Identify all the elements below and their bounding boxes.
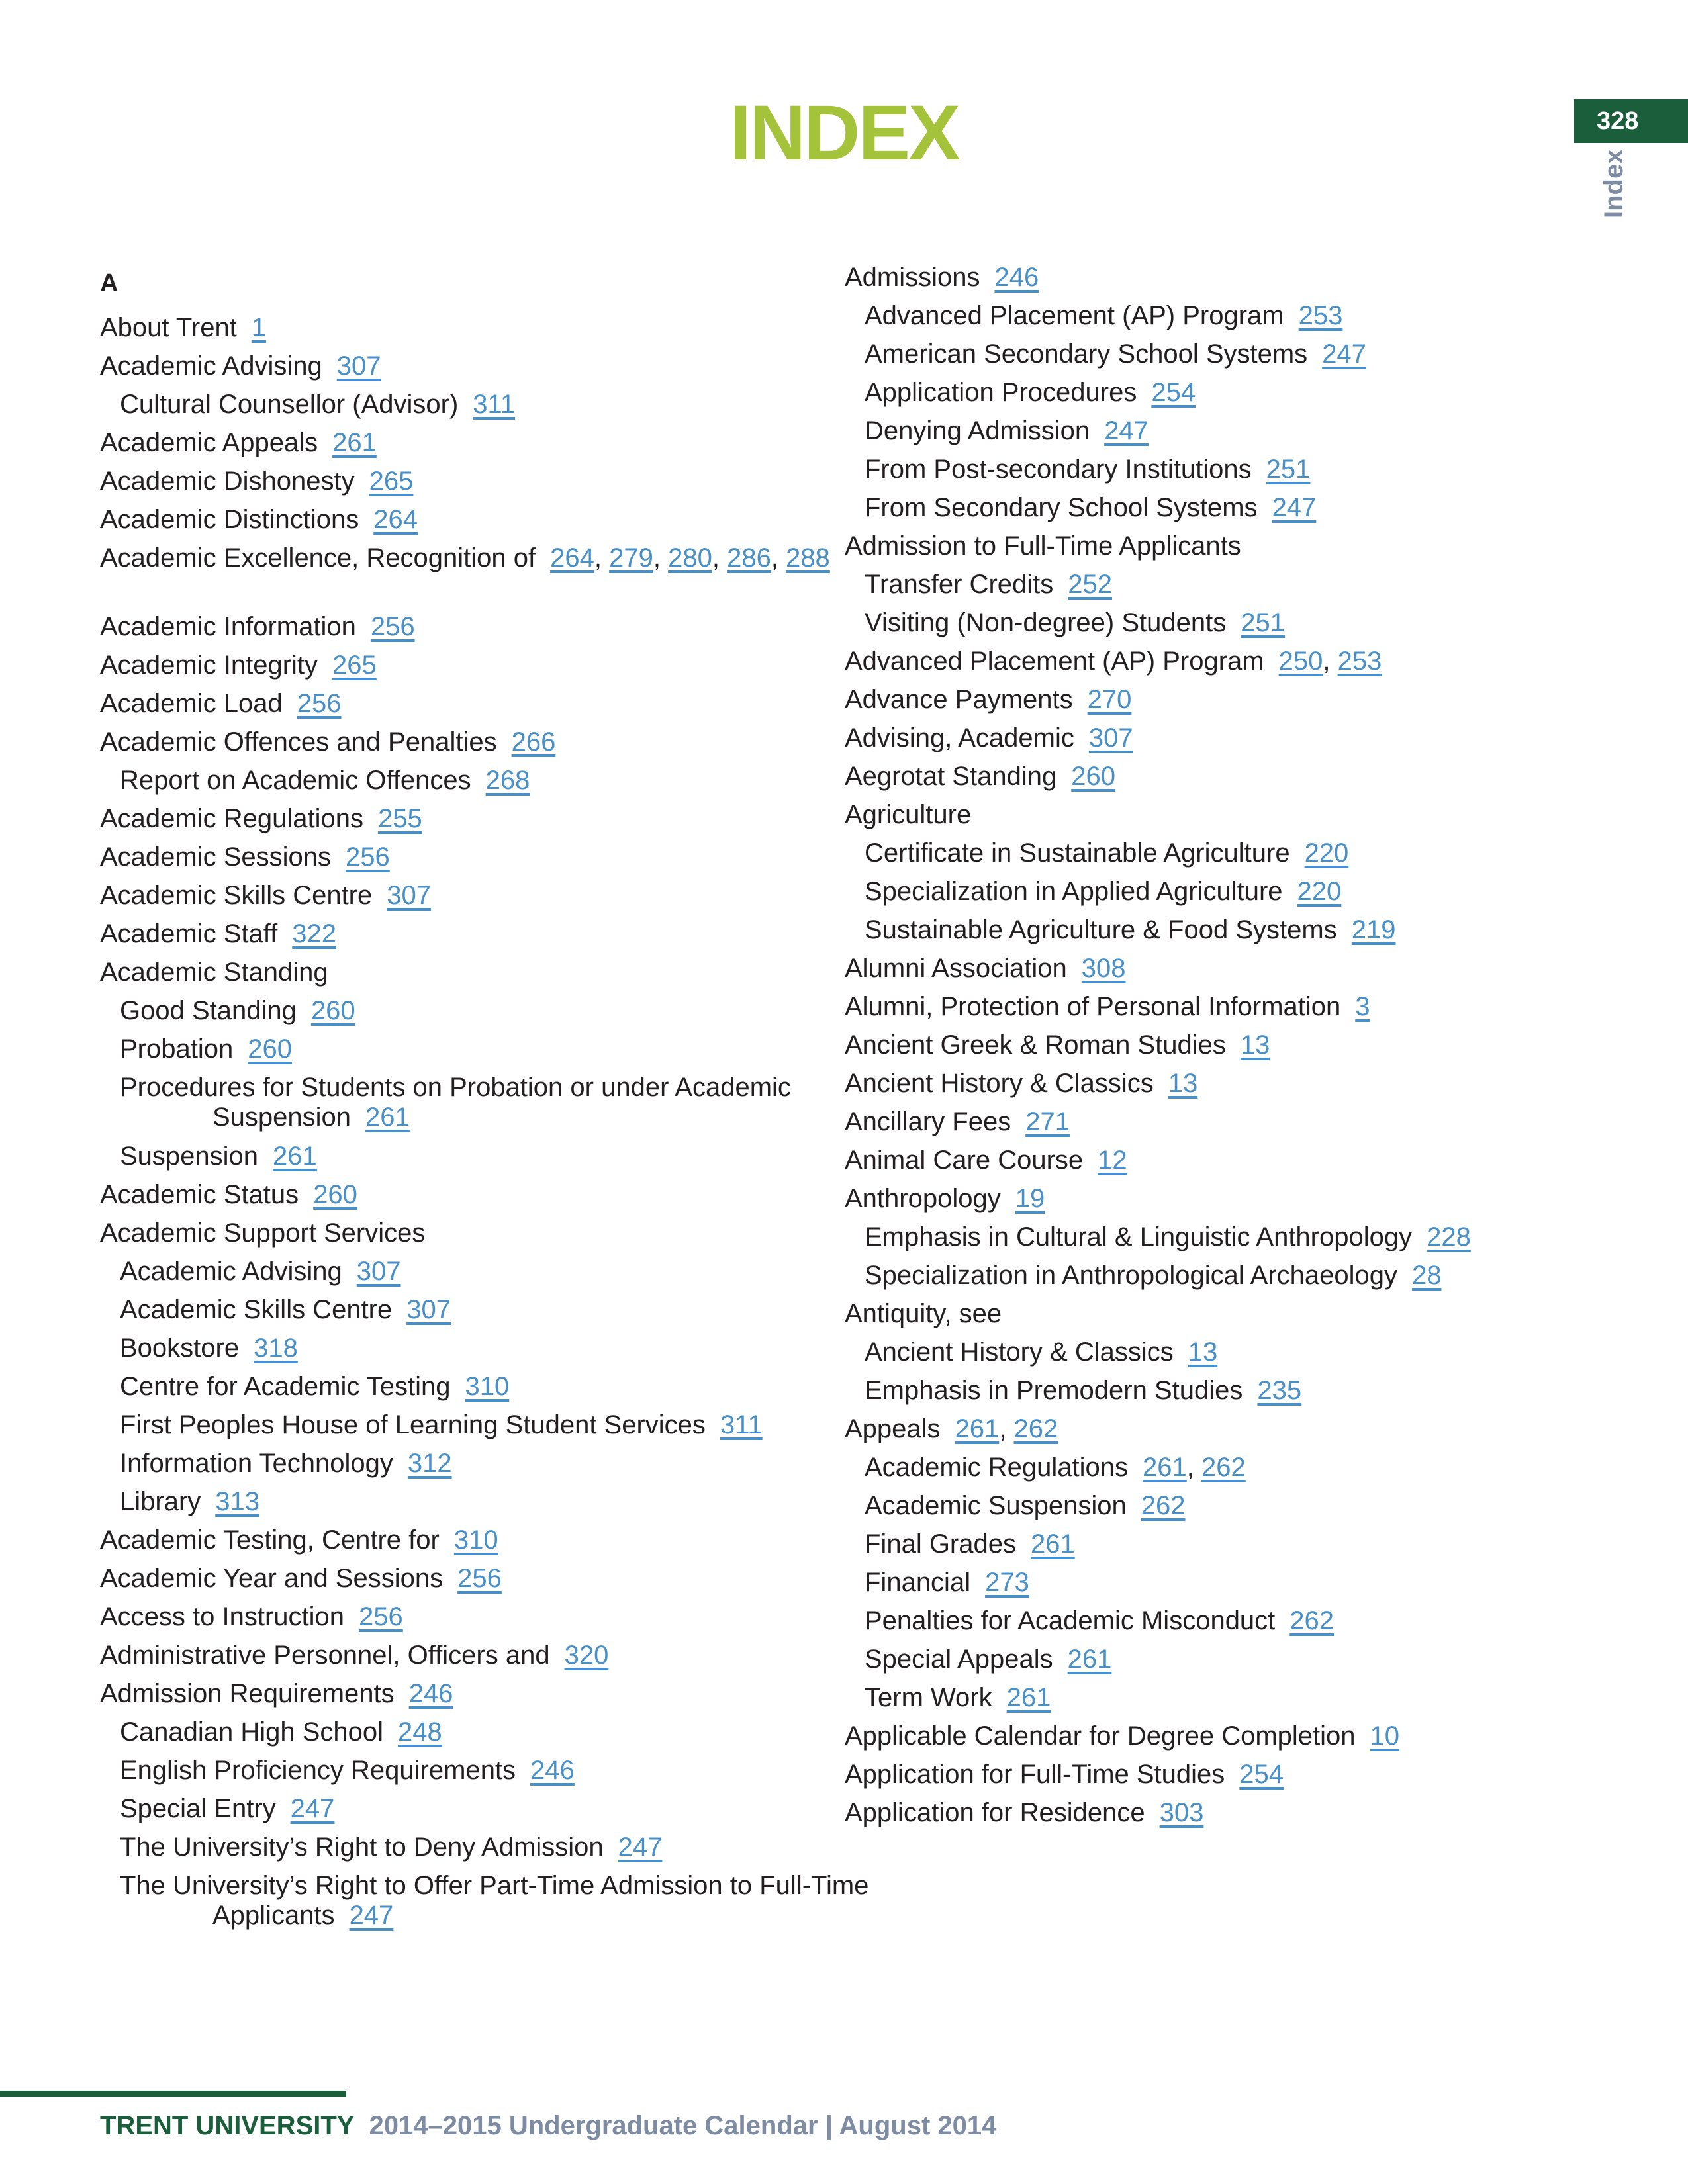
index-entry bbox=[845, 796, 1626, 834]
page-link[interactable]: 261 bbox=[273, 1142, 317, 1171]
index-term: Academic Suspension bbox=[865, 1491, 1127, 1520]
index-entry bbox=[845, 987, 1626, 1026]
index-term: Transfer Credits bbox=[865, 570, 1054, 599]
page-link[interactable]: 264 bbox=[550, 543, 594, 572]
index-term: Aegrotat Standing bbox=[845, 762, 1057, 791]
index-subentry: Academic Regulations 261, 262 bbox=[865, 1453, 1246, 1482]
index-term: Anthropology bbox=[845, 1184, 1001, 1213]
index-entry bbox=[100, 1674, 881, 1713]
page-link[interactable]: 318 bbox=[254, 1334, 298, 1363]
index-subentry bbox=[845, 488, 1626, 527]
index-term: Academic Year and Sessions bbox=[100, 1564, 444, 1593]
index-entry bbox=[100, 723, 881, 761]
page-link[interactable]: 303 bbox=[1159, 1798, 1204, 1827]
page-link[interactable]: 307 bbox=[387, 881, 431, 910]
index-subentry bbox=[100, 1444, 881, 1482]
index-entry: Advanced Placement (AP) Program 250, 253 bbox=[845, 647, 1382, 676]
index-term: Academic Distinctions bbox=[100, 505, 359, 534]
index-term: Academic Skills Centre bbox=[100, 881, 373, 910]
page-link[interactable]: 307 bbox=[406, 1295, 451, 1324]
index-term: Application for Full-Time Studies bbox=[845, 1760, 1225, 1789]
index-term: Application Procedures bbox=[865, 378, 1137, 407]
page-link[interactable]: 13 bbox=[1240, 1030, 1270, 1060]
index-subentry bbox=[845, 604, 1626, 642]
page-link[interactable]: 252 bbox=[1068, 570, 1113, 599]
page-link[interactable]: 288 bbox=[786, 543, 830, 572]
index-term: Academic Sessions bbox=[100, 842, 332, 872]
index-letter-heading: A bbox=[100, 269, 118, 297]
page-link[interactable]: 253 bbox=[1337, 647, 1382, 676]
index-term: Academic Information bbox=[100, 612, 356, 641]
index-entry bbox=[845, 1103, 1626, 1141]
footer-calendar: 2014–2015 Undergraduate Calendar | August 2014 bbox=[369, 2111, 997, 2140]
index-term: Academic Regulations bbox=[100, 804, 363, 833]
index-entry bbox=[100, 1636, 881, 1674]
index-subentry bbox=[845, 1256, 1626, 1295]
page-link[interactable]: 261 bbox=[1030, 1529, 1075, 1559]
index-subentry bbox=[100, 991, 881, 1030]
index-term: Final Grades bbox=[865, 1529, 1016, 1559]
page-link[interactable]: 270 bbox=[1087, 685, 1132, 714]
index-term: First Peoples House of Learning Student Services bbox=[120, 1410, 706, 1439]
page-link[interactable]: 261 bbox=[1067, 1645, 1112, 1674]
page-link[interactable]: 1 bbox=[251, 313, 267, 342]
index-subentry bbox=[845, 911, 1626, 949]
page-link[interactable]: 260 bbox=[1071, 762, 1115, 791]
index-entry bbox=[845, 1141, 1626, 1179]
page-link[interactable]: 265 bbox=[369, 467, 414, 496]
index-term: The University’s Right to Deny Admission bbox=[120, 1833, 604, 1862]
index-subentry bbox=[100, 1252, 881, 1291]
index-entry bbox=[100, 308, 881, 347]
index-subentry bbox=[845, 1525, 1626, 1563]
page-link[interactable]: 246 bbox=[408, 1679, 453, 1708]
index-term: Admission to Full-Time Applicants bbox=[845, 531, 1241, 561]
index-entry bbox=[845, 258, 1626, 296]
index-term: Academic Integrity bbox=[100, 651, 318, 680]
page-link[interactable]: 254 bbox=[1151, 378, 1196, 407]
page-link[interactable]: 255 bbox=[378, 804, 422, 833]
index-term: Academic Advising bbox=[120, 1257, 342, 1286]
index-term: Ancient History & Classics bbox=[865, 1338, 1174, 1367]
page-link[interactable]: 247 bbox=[349, 1901, 394, 1930]
index-subentry bbox=[100, 1713, 881, 1751]
index-term: Academic Support Services bbox=[100, 1218, 426, 1248]
index-entry bbox=[100, 424, 881, 462]
page-link[interactable]: 265 bbox=[332, 651, 377, 680]
page-link[interactable]: 307 bbox=[336, 351, 381, 381]
index-term: Advising, Academic bbox=[845, 723, 1074, 752]
index-term: Cultural Counsellor (Advisor) bbox=[120, 390, 459, 419]
page-link[interactable]: 266 bbox=[511, 727, 556, 756]
index-term: English Proficiency Requirements bbox=[120, 1756, 516, 1785]
page-link[interactable]: 260 bbox=[313, 1180, 357, 1209]
index-entry bbox=[845, 719, 1626, 757]
index-entry: Academic Excellence, Recognition of 264, 279, 280, 286, 288 bbox=[100, 543, 830, 572]
page-link[interactable]: 286 bbox=[727, 543, 771, 572]
index-subentry bbox=[100, 1367, 881, 1406]
index-term: Special Entry bbox=[120, 1794, 276, 1823]
page-link[interactable]: 311 bbox=[473, 390, 516, 419]
index-term: Academic Standing bbox=[100, 958, 328, 987]
index-term: Probation bbox=[120, 1034, 234, 1064]
index-term: Ancillary Fees bbox=[845, 1107, 1011, 1136]
index-term: From Post-secondary Institutions bbox=[865, 455, 1252, 484]
index-term: Alumni Association bbox=[845, 954, 1067, 983]
index-subentry bbox=[100, 1406, 881, 1444]
index-subentry bbox=[845, 373, 1626, 412]
index-entry bbox=[100, 1521, 881, 1559]
index-entry bbox=[100, 500, 881, 539]
right-entry-list bbox=[845, 258, 1626, 1832]
index-term: Admission Requirements bbox=[100, 1679, 395, 1708]
index-subentry bbox=[845, 450, 1626, 488]
index-entry bbox=[100, 915, 881, 953]
index-term: Penalties for Academic Misconduct bbox=[865, 1606, 1276, 1635]
index-term: The University’s Right to Offer Part-Time Admission to Full-Time Applicants bbox=[120, 1871, 869, 1930]
index-entry bbox=[100, 1598, 881, 1636]
index-term: Denying Admission bbox=[865, 416, 1090, 445]
page-link[interactable]: 261 bbox=[955, 1414, 1000, 1443]
page-link[interactable]: 251 bbox=[1266, 455, 1311, 484]
page-link[interactable]: 28 bbox=[1411, 1261, 1442, 1290]
index-term: Academic Regulations bbox=[865, 1453, 1128, 1482]
index-entry bbox=[100, 799, 881, 838]
index-entry bbox=[845, 1717, 1626, 1755]
index-term: Canadian High School bbox=[120, 1717, 384, 1747]
index-entry bbox=[845, 527, 1626, 565]
index-term: Academic Testing, Centre for bbox=[100, 1525, 440, 1555]
page-link[interactable]: 261 bbox=[1006, 1683, 1051, 1712]
page-link[interactable]: 261 bbox=[365, 1103, 410, 1132]
page-link[interactable]: 219 bbox=[1351, 915, 1396, 944]
page-link[interactable]: 254 bbox=[1239, 1760, 1284, 1789]
index-term: Advance Payments bbox=[845, 685, 1073, 714]
page-link[interactable]: 307 bbox=[1088, 723, 1133, 752]
index-term: Emphasis in Cultural & Linguistic Anthropology bbox=[865, 1222, 1413, 1251]
index-subentry bbox=[845, 565, 1626, 604]
index-term: Appeals bbox=[845, 1414, 941, 1443]
page-link[interactable]: 262 bbox=[1289, 1606, 1335, 1635]
index-subentry bbox=[845, 296, 1626, 335]
index-term: Centre for Academic Testing bbox=[120, 1372, 451, 1401]
footer-rule bbox=[0, 2091, 346, 2097]
index-term: Visiting (Non-degree) Students bbox=[865, 608, 1227, 637]
page-link[interactable]: 250 bbox=[1278, 647, 1323, 676]
index-column-left bbox=[100, 258, 881, 1935]
index-term: Academic Load bbox=[100, 689, 283, 718]
index-entry bbox=[100, 462, 881, 500]
index-subentry bbox=[845, 1371, 1626, 1410]
page-link[interactable]: 262 bbox=[1201, 1453, 1246, 1482]
index-entry bbox=[845, 757, 1626, 796]
index-term: Academic Staff bbox=[100, 919, 278, 948]
page-link[interactable]: 13 bbox=[1168, 1069, 1198, 1098]
index-entry bbox=[100, 1214, 881, 1252]
index-entry bbox=[845, 1755, 1626, 1794]
index-term: Special Appeals bbox=[865, 1645, 1053, 1674]
page-link[interactable]: 256 bbox=[359, 1602, 403, 1631]
index-entry bbox=[845, 1794, 1626, 1832]
page-link[interactable]: 280 bbox=[668, 543, 712, 572]
index-subentry bbox=[100, 1751, 881, 1790]
page-link[interactable]: 253 bbox=[1298, 301, 1343, 330]
index-term: Specialization in Applied Agriculture bbox=[865, 877, 1283, 906]
index-entry bbox=[100, 953, 881, 991]
page-link[interactable]: 264 bbox=[373, 505, 418, 534]
index-term: Admissions bbox=[845, 263, 980, 292]
index-subentry bbox=[845, 1640, 1626, 1678]
index-term: Certificate in Sustainable Agriculture bbox=[865, 839, 1290, 868]
page-link[interactable]: 13 bbox=[1188, 1338, 1218, 1367]
page-link[interactable]: 247 bbox=[1104, 416, 1149, 445]
index-entry bbox=[845, 1026, 1626, 1064]
index-term: Academic Advising bbox=[100, 351, 322, 381]
page-link[interactable]: 248 bbox=[398, 1717, 442, 1747]
section-side-tab: Index bbox=[1599, 149, 1628, 218]
page-link[interactable]: 307 bbox=[356, 1257, 401, 1286]
index-entry bbox=[100, 684, 881, 723]
index-term: Term Work bbox=[865, 1683, 992, 1712]
index-term: Library bbox=[120, 1487, 201, 1516]
page-link[interactable]: 247 bbox=[1272, 493, 1317, 522]
index-entry bbox=[845, 1295, 1626, 1333]
index-term: Sustainable Agriculture & Food Systems bbox=[865, 915, 1337, 944]
page-link[interactable]: 10 bbox=[1370, 1721, 1400, 1751]
index-entry bbox=[845, 949, 1626, 987]
page-link[interactable]: 247 bbox=[1322, 340, 1366, 369]
page-link[interactable]: 3 bbox=[1355, 992, 1370, 1021]
page-title: INDEX bbox=[729, 89, 959, 177]
index-subentry bbox=[845, 412, 1626, 450]
index-subentry bbox=[845, 1602, 1626, 1640]
index-term: Report on Academic Offences bbox=[120, 766, 471, 795]
index-term: About Trent bbox=[100, 313, 237, 342]
index-term: Alumni, Protection of Personal Information bbox=[845, 992, 1341, 1021]
index-term: Academic Dishonesty bbox=[100, 467, 355, 496]
index-term: Academic Appeals bbox=[100, 428, 318, 457]
index-term: Specialization in Anthropological Archaeology bbox=[865, 1261, 1397, 1290]
index-term: Academic Offences and Penalties bbox=[100, 727, 497, 756]
index-subentry bbox=[100, 1828, 881, 1866]
index-term: Procedures for Students on Probation or under Academic Suspension bbox=[120, 1073, 791, 1132]
index-term: Ancient Greek & Roman Studies bbox=[845, 1030, 1226, 1060]
page-link[interactable]: 256 bbox=[346, 842, 390, 872]
page-link[interactable]: 256 bbox=[457, 1564, 502, 1593]
page-link[interactable]: 273 bbox=[985, 1568, 1029, 1597]
page-link[interactable]: 271 bbox=[1025, 1107, 1070, 1136]
page-number-badge: 328 bbox=[1574, 99, 1688, 143]
index-subentry bbox=[100, 385, 881, 424]
index-subentry bbox=[100, 1068, 881, 1137]
page-link[interactable]: 311 bbox=[720, 1410, 763, 1439]
index-entry bbox=[100, 347, 881, 385]
page-link[interactable]: 19 bbox=[1015, 1184, 1045, 1213]
index-entry bbox=[845, 1179, 1626, 1218]
index-entry bbox=[100, 1175, 881, 1214]
page-link[interactable]: 256 bbox=[297, 689, 342, 718]
index-term: From Secondary School Systems bbox=[865, 493, 1258, 522]
index-term: Antiquity, see bbox=[845, 1299, 1002, 1328]
index-subentry bbox=[845, 1563, 1626, 1602]
footer bbox=[100, 2111, 996, 2141]
index-entry bbox=[100, 646, 881, 684]
index-term: Animal Care Course bbox=[845, 1146, 1084, 1175]
page-link[interactable]: 268 bbox=[485, 766, 530, 795]
page-link[interactable]: 260 bbox=[310, 996, 355, 1025]
index-subentry bbox=[845, 834, 1626, 872]
page-link[interactable]: 251 bbox=[1241, 608, 1285, 637]
page-link[interactable]: 220 bbox=[1304, 839, 1349, 868]
index-entry bbox=[100, 838, 881, 876]
index-term: Academic Status bbox=[100, 1180, 299, 1209]
index-term: Bookstore bbox=[120, 1334, 240, 1363]
page-link[interactable]: 262 bbox=[1013, 1414, 1058, 1443]
index-entry bbox=[100, 876, 881, 915]
page-link[interactable]: 247 bbox=[618, 1833, 663, 1862]
page-link[interactable]: 320 bbox=[564, 1641, 609, 1670]
page-link[interactable]: 12 bbox=[1098, 1146, 1127, 1175]
index-subentry bbox=[100, 1291, 881, 1329]
page-link[interactable]: 235 bbox=[1257, 1376, 1302, 1405]
index-subentry bbox=[845, 1218, 1626, 1256]
index-term: Application for Residence bbox=[845, 1798, 1145, 1827]
index-entry bbox=[100, 1559, 881, 1598]
index-term: American Secondary School Systems bbox=[865, 340, 1308, 369]
page-link[interactable]: 312 bbox=[407, 1449, 452, 1478]
page-link[interactable]: 247 bbox=[290, 1794, 335, 1823]
index-subentry bbox=[100, 1329, 881, 1367]
index-subentry bbox=[100, 1482, 881, 1521]
index-term: Suspension bbox=[120, 1142, 259, 1171]
index-subentry bbox=[100, 1790, 881, 1828]
page-link[interactable]: 261 bbox=[332, 428, 377, 457]
page-link[interactable]: 262 bbox=[1141, 1491, 1186, 1520]
index-subentry bbox=[845, 335, 1626, 373]
index-entry: Appeals 261, 262 bbox=[845, 1414, 1058, 1443]
page-link[interactable]: 246 bbox=[530, 1756, 575, 1785]
index-term: Advanced Placement (AP) Program bbox=[845, 647, 1264, 676]
index-term: Academic Skills Centre bbox=[120, 1295, 393, 1324]
index-entry bbox=[100, 608, 881, 646]
page-link[interactable]: 308 bbox=[1081, 954, 1126, 983]
index-subentry bbox=[100, 761, 881, 799]
index-term: Emphasis in Premodern Studies bbox=[865, 1376, 1243, 1405]
index-subentry bbox=[845, 1333, 1626, 1371]
page-link[interactable]: 310 bbox=[453, 1525, 498, 1555]
index-term: Agriculture bbox=[845, 800, 972, 829]
index-term: Access to Instruction bbox=[100, 1602, 345, 1631]
index-entry bbox=[845, 680, 1626, 719]
page-link[interactable]: 261 bbox=[1143, 1453, 1187, 1482]
index-term: Financial bbox=[865, 1568, 971, 1597]
page-link[interactable]: 322 bbox=[292, 919, 337, 948]
index-term: Academic Excellence, Recognition of bbox=[100, 543, 536, 572]
index-subentry bbox=[100, 1030, 881, 1068]
index-term: Applicable Calendar for Degree Completion bbox=[845, 1721, 1356, 1751]
index-subentry bbox=[100, 1137, 881, 1175]
index-subentry bbox=[845, 1678, 1626, 1717]
page-link[interactable]: 256 bbox=[370, 612, 415, 641]
index-subentry bbox=[100, 1866, 881, 1935]
page-link[interactable]: 246 bbox=[994, 263, 1039, 292]
index-term: Advanced Placement (AP) Program bbox=[865, 301, 1284, 330]
page-link[interactable]: 310 bbox=[465, 1372, 510, 1401]
index-subentry bbox=[845, 1486, 1626, 1525]
index-term: Good Standing bbox=[120, 996, 297, 1025]
page-link[interactable]: 260 bbox=[248, 1034, 292, 1064]
index-term: Information Technology bbox=[120, 1449, 393, 1478]
footer-university: TRENT UNIVERSITY bbox=[100, 2111, 355, 2140]
left-entry-list bbox=[100, 308, 881, 1935]
index-entry bbox=[845, 1064, 1626, 1103]
index-subentry bbox=[845, 872, 1626, 911]
page-link[interactable]: 228 bbox=[1427, 1222, 1471, 1251]
index-term: Administrative Personnel, Officers and bbox=[100, 1641, 550, 1670]
page-link[interactable]: 220 bbox=[1297, 877, 1342, 906]
page-link[interactable]: 313 bbox=[215, 1487, 260, 1516]
index-column-right bbox=[845, 258, 1626, 1832]
page-link[interactable]: 279 bbox=[609, 543, 653, 572]
index-term: Ancient History & Classics bbox=[845, 1069, 1154, 1098]
